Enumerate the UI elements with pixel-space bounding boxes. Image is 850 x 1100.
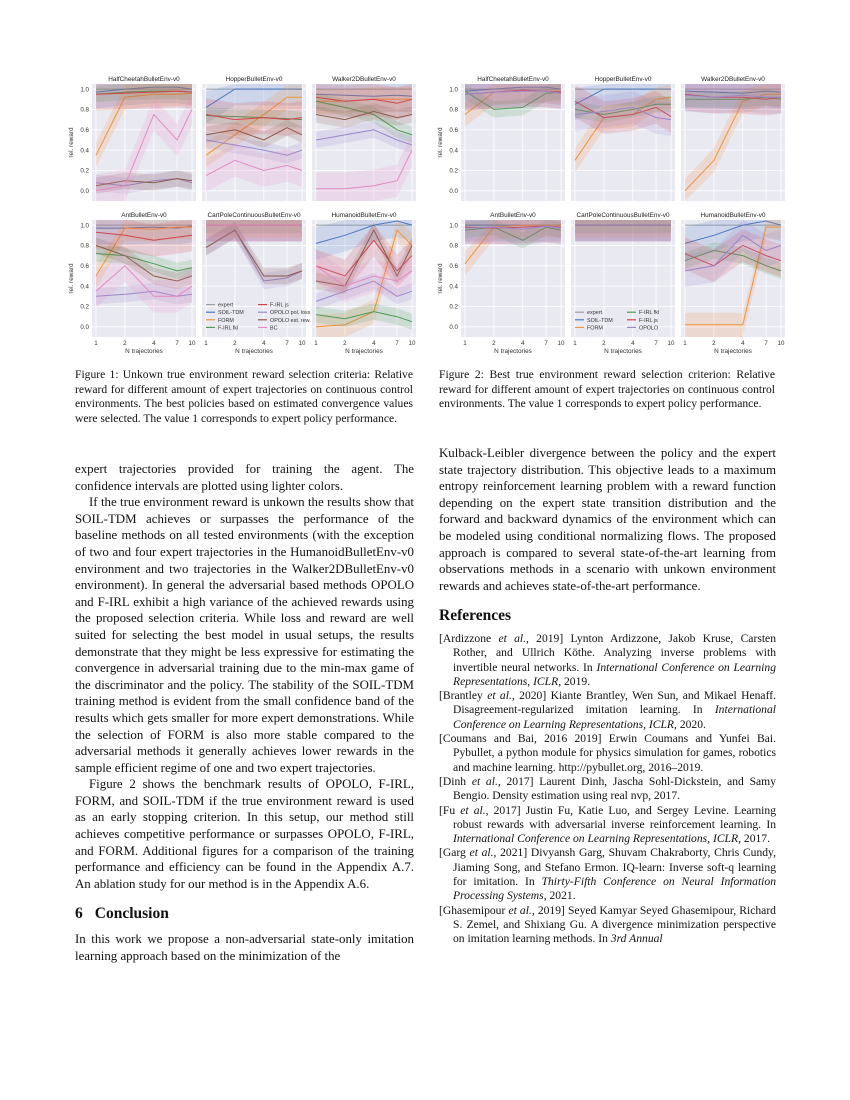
subplot-title: HopperBulletEnv-v0: [225, 76, 283, 83]
cite-key: , 2017]: [497, 774, 534, 788]
legend-label: SOIL-TDM: [587, 317, 613, 324]
reference-tail: , 2020.: [674, 717, 706, 731]
subplot: [437, 212, 565, 355]
y-tick-label: 0.6: [449, 262, 458, 270]
reference-text: Laurent Dinh, Jascha Sohl-Dickstein, and Samy Bengio. Density estimation using real nvp, 2017.: [453, 774, 776, 803]
cite-author: Ardizzone: [442, 631, 492, 645]
y-tick-label: 0.0: [449, 324, 458, 332]
x-tick-label: 4: [521, 340, 525, 347]
subplot-title: Walker2DBulletEnv-v0: [332, 76, 396, 83]
figure-2-caption: Figure 2: Best true environment reward selection criterion: Relative reward for different amount of expert trajectories on continuous control environments. The value 1 corresponds to expert policy performance.: [439, 368, 775, 411]
legend-label: F-IRL js: [639, 317, 658, 324]
x-tick-label: 4: [372, 340, 376, 347]
x-axis-label: N trajectories: [604, 348, 642, 355]
x-tick-label: 4: [741, 340, 745, 347]
reference-item: [Garg et al., 2021] Divyansh Garg, Shuvam Chakraborty, Chris Cundy, Jiaming Song, and Stefano Ermon. IQ-learn: Inverse soft-q learning for imitation. In Thirty-Fifth Conference on Neural Information Processing Systems, 2021.: [439, 846, 776, 903]
reference-item: [Fu et al., 2017] Justin Fu, Katie Luo, and Sergey Levine. Learning robust rewards with adversarial inverse reinforcement learning. In International Conference on Learning Representations, ICLR, 2017.: [439, 803, 776, 846]
x-tick-label: 1: [573, 340, 577, 347]
y-tick-label: 0.2: [449, 303, 458, 311]
subplot-title: HumanoidBulletEnv-v0: [700, 212, 766, 219]
y-tick-label: 0.0: [80, 188, 89, 196]
confidence-band: [465, 220, 561, 245]
legend-label: expert: [218, 302, 233, 309]
reference-text: Seyed Kamyar Seyed Ghasemipour, Richard S. Zemel, and Shixiang Gu. A divergence minimization perspective on imitation learning methods. In: [453, 903, 776, 946]
subplot: [312, 212, 416, 355]
y-tick-label: 0.8: [449, 106, 458, 114]
y-axis-label: rel. reward: [437, 263, 444, 294]
cite-key: , 2017]: [485, 803, 521, 817]
confidence-band: [465, 84, 561, 111]
subplot-title: HalfCheetahBulletEnv-v0: [108, 76, 180, 83]
paragraph: Figure 2 shows the benchmark results of OPOLO, F-IRL, FORM, and SOIL-TDM if the true environment reward is used as an early stopping criterion. In this setup, our method still achieves competitive performance or surpasses OPOLO, F-IRL, and FORM. Additional figures for a comparison of the training performance and efficiency can be found in the Appendix A.7. An ablation study for our method is in the Appendix A.6.: [75, 777, 414, 891]
y-tick-label: 0.4: [449, 283, 458, 291]
cite-author: Dinh: [442, 774, 467, 788]
reference-text: Divyansh Garg, Shuvam Chakraborty, Chris Cundy, Jiaming Song, and Stefano Ermon. IQ-learn: Inverse soft-q learning for imitation. In: [453, 846, 776, 888]
x-tick-label: 7: [395, 340, 399, 347]
cite-key: , 2019]: [526, 631, 564, 645]
x-tick-label: 2: [602, 340, 606, 347]
x-axis-label: N trajectories: [494, 348, 532, 355]
x-tick-label: 2: [123, 340, 127, 347]
legend-label: F-IRL js: [270, 302, 289, 309]
reference-text: Kiante Brantley, Wen Sun, and Mikael Henaff. Disagreement-regularized imitation learning. In: [453, 689, 776, 717]
subplot: [202, 76, 306, 201]
x-tick-label: 4: [152, 340, 156, 347]
legend-label: FORM: [218, 317, 234, 324]
subplot: [68, 76, 196, 201]
figure-2: [434, 70, 790, 355]
subplot-title: CartPoleContinuousBulletEnv-v0: [207, 212, 301, 219]
reference-list: [439, 632, 776, 947]
cite-author: Garg: [442, 846, 466, 860]
y-tick-label: 0.6: [449, 126, 458, 134]
y-tick-label: 0.8: [80, 242, 89, 250]
y-tick-label: 0.6: [80, 262, 89, 270]
y-axis-label: rel. reward: [68, 263, 75, 294]
x-tick-label: 10: [188, 340, 196, 347]
section-heading-conclusion: [75, 906, 414, 923]
x-tick-label: 2: [492, 340, 496, 347]
reference-text: Lynton Ardizzone, Jakob Kruse, Carsten Rother, and Ullrich Köthe. Analyzing inverse problems with invertible neural networks. In: [453, 631, 776, 674]
y-axis-label: rel. reward: [437, 127, 444, 158]
subplot: [202, 212, 311, 355]
x-tick-label: 10: [777, 340, 785, 347]
reference-venue: International Conference on Learning Representations, ICLR: [453, 703, 776, 731]
paragraph: If the true environment reward is unkown the results show that SOIL-TDM achieves or surpasses the performance of the baseline methods on all tested environments (with the exception of two and four expert trajectories in the HumanoidBulletEnv-v0 environment and two trajectories in the Walker2DBulletEnv-v0 environment). In general the adversarial based methods OPOLO and F-IRL exhibit a high variance of the achieved rewards using the proposed selection criteria. While loss and reward are well suited for selecting the best model in usual setups, the results demonstrate that they might be less expressive for estimating the convergence in adversarial training due to the min-max game of the discriminator and the policy. The stability of the SOIL-TDM training method is evident from the small confidence band of the results which gets smaller for more expert demonstrations. While the selection of FORM is also more stable compared to the adversarial methods it generally achieves lower rewards in the sample efficient regime of one and two expert trajectories.: [75, 495, 414, 775]
reference-item: [Ghasemipour et al., 2019] Seyed Kamyar Seyed Ghasemipour, Richard S. Zemel, and Shixiang Gu. A divergence minimization perspective on imitation learning methods. In 3rd Annual: [439, 903, 776, 946]
y-tick-label: 0.4: [80, 283, 89, 291]
subplot: [681, 76, 785, 201]
x-tick-label: 7: [544, 340, 548, 347]
cite-key: , 2021]: [493, 846, 528, 860]
y-axis-label: rel. reward: [68, 127, 75, 158]
x-tick-label: 10: [667, 340, 675, 347]
subplot-title: AntBulletEnv-v0: [121, 212, 167, 219]
x-tick-label: 2: [712, 340, 716, 347]
y-tick-label: 0.8: [80, 106, 89, 114]
y-tick-label: 0.0: [449, 188, 458, 196]
x-tick-label: 2: [343, 340, 347, 347]
x-tick-label: 1: [314, 340, 318, 347]
x-tick-label: 1: [463, 340, 467, 347]
y-tick-label: 0.8: [449, 242, 458, 250]
confidence-band: [685, 84, 781, 114]
y-tick-label: 0.2: [80, 303, 89, 311]
reference-text: Erwin Coumans and Yunfei Bai. Pybullet, a python module for physics simulation for games, robotics and machine learning. http://pybullet.org, 2016–2019.: [453, 732, 776, 774]
y-tick-label: 1.0: [449, 86, 458, 94]
cite-key: [Coumans and Bai, 2016 2019]: [439, 732, 602, 746]
confidence-band: [206, 220, 302, 241]
cite-key: , 2019]: [531, 903, 565, 917]
subplot: [571, 76, 675, 201]
subplot-title: CartPoleContinuousBulletEnv-v0: [576, 212, 670, 219]
subplot: [437, 76, 565, 201]
x-axis-label: N trajectories: [714, 348, 752, 355]
reference-item: [Dinh et al., 2017] Laurent Dinh, Jascha Sohl-Dickstein, and Samy Bengio. Density estimation using real nvp, 2017.: [439, 774, 776, 803]
x-tick-label: 10: [408, 340, 416, 347]
reference-item: [439, 732, 776, 775]
subplot-title: AntBulletEnv-v0: [490, 212, 536, 219]
cite-author: Ghasemipour: [442, 903, 506, 917]
x-axis-label: N trajectories: [235, 348, 273, 355]
y-tick-label: 0.2: [449, 167, 458, 175]
subplot: [68, 212, 196, 355]
legend-label: BC: [270, 325, 278, 332]
figure-1-caption: Figure 1: Unkown true environment reward selection criteria: Relative reward for different amount of expert trajectories on continuous control environments. The best policies based on estimated convergence values were selected. The value 1 corresponds to expert policy performance.: [75, 368, 413, 425]
reference-text: Justin Fu, Katie Luo, and Sergey Levine. Learning robust rewards with adversarial inverse reinforcement learning. In: [453, 803, 776, 831]
y-tick-label: 1.0: [449, 222, 458, 230]
subplot-title: Walker2DBulletEnv-v0: [701, 76, 765, 83]
paragraph: In this work we propose a non-adversarial state-only imitation learning approach based on the minimization of the: [75, 932, 414, 963]
section-number: 6: [75, 905, 83, 923]
y-tick-label: 1.0: [80, 222, 89, 230]
x-tick-label: 2: [233, 340, 237, 347]
reference-tail: , 2019.: [558, 674, 591, 688]
confidence-band: [575, 220, 671, 241]
section-title: Conclusion: [94, 905, 169, 923]
figure-1-chart: [58, 70, 430, 355]
x-tick-label: 7: [654, 340, 658, 347]
y-tick-label: 1.0: [80, 86, 89, 94]
legend-label: OPOLO est. rew.: [270, 317, 311, 324]
paragraph: Kulback-Leibler divergence between the policy and the expert state trajectory distribution. This objective leads to a maximum entropy reinforcement learning problem with a reward function depending on the expert state transition distribution and the forward and backward dynamics of the environment which can be modeled using conditional normalizing flows. The proposed approach is compared to several state-of-the-art learning from observations methods in a scenario with unkown environment rewards and achieves state-of-the-art performance.: [439, 446, 776, 593]
subplot-title: HalfCheetahBulletEnv-v0: [477, 76, 549, 83]
x-tick-label: 1: [683, 340, 687, 347]
figure-2-chart: [434, 70, 790, 355]
references-heading: References: [439, 607, 512, 625]
y-tick-label: 0.0: [80, 324, 89, 332]
y-tick-label: 0.2: [80, 167, 89, 175]
legend-label: expert: [587, 310, 602, 317]
legend-label: SOIL-TDM: [218, 310, 244, 317]
figure-1: [58, 70, 430, 355]
x-tick-label: 1: [94, 340, 98, 347]
cite-author: Fu: [442, 803, 456, 817]
x-tick-label: 7: [175, 340, 179, 347]
subplot-title: HumanoidBulletEnv-v0: [331, 212, 397, 219]
reference-item: [Ardizzone et al., 2019] Lynton Ardizzone, Jakob Kruse, Carsten Rother, and Ullrich Köthe. Analyzing inverse problems with invertible neural networks. In International Conference on Learning Representations, ICLR, 2019.: [439, 631, 776, 688]
cite-author: Brantley: [442, 689, 483, 703]
legend-label: OPOLO pol. loss: [270, 310, 311, 317]
subplot-title: HopperBulletEnv-v0: [594, 76, 652, 83]
x-axis-label: N trajectories: [125, 348, 163, 355]
legend-label: FORM: [587, 325, 603, 332]
reference-item: [Brantley et al., 2020] Kiante Brantley, Wen Sun, and Mikael Henaff. Disagreement-regularized imitation learning. In International Conference on Learning Representations, ICLR, 2020.: [439, 689, 776, 731]
subplot: [312, 76, 416, 201]
x-tick-label: 4: [262, 340, 266, 347]
x-tick-label: 7: [764, 340, 768, 347]
cite-key: , 2020]: [511, 689, 547, 703]
legend-label: OPOLO: [639, 325, 659, 332]
reference-venue: 3rd Annual: [610, 932, 663, 946]
y-tick-label: 0.4: [80, 147, 89, 155]
reference-venue: International Conference on Learning Representations, ICLR: [453, 832, 739, 846]
right-column: [439, 445, 776, 946]
y-tick-label: 0.4: [449, 147, 458, 155]
legend-label: F-IRL fkl: [218, 325, 239, 332]
x-tick-label: 1: [204, 340, 208, 347]
x-tick-label: 4: [631, 340, 635, 347]
y-tick-label: 0.6: [80, 126, 89, 134]
subplot: [681, 212, 785, 355]
x-axis-label: N trajectories: [345, 348, 383, 355]
left-column: [75, 461, 414, 964]
reference-tail: , 2017.: [738, 832, 770, 846]
reference-venue: Thirty-Fifth Conference on Neural Information Processing Systems: [453, 874, 776, 903]
confidence-band: [96, 84, 192, 111]
subplot: [571, 212, 675, 355]
x-tick-label: 10: [557, 340, 565, 347]
x-tick-label: 7: [285, 340, 289, 347]
x-tick-label: 10: [298, 340, 306, 347]
reference-tail: , 2021.: [543, 889, 576, 903]
legend-label: F-IRL fkl: [639, 310, 660, 317]
reference-venue: International Conference on Learning Representations, ICLR: [453, 660, 776, 688]
paragraph: expert trajectories provided for training the agent. The confidence intervals are plotted using lighter colors.: [75, 462, 414, 493]
